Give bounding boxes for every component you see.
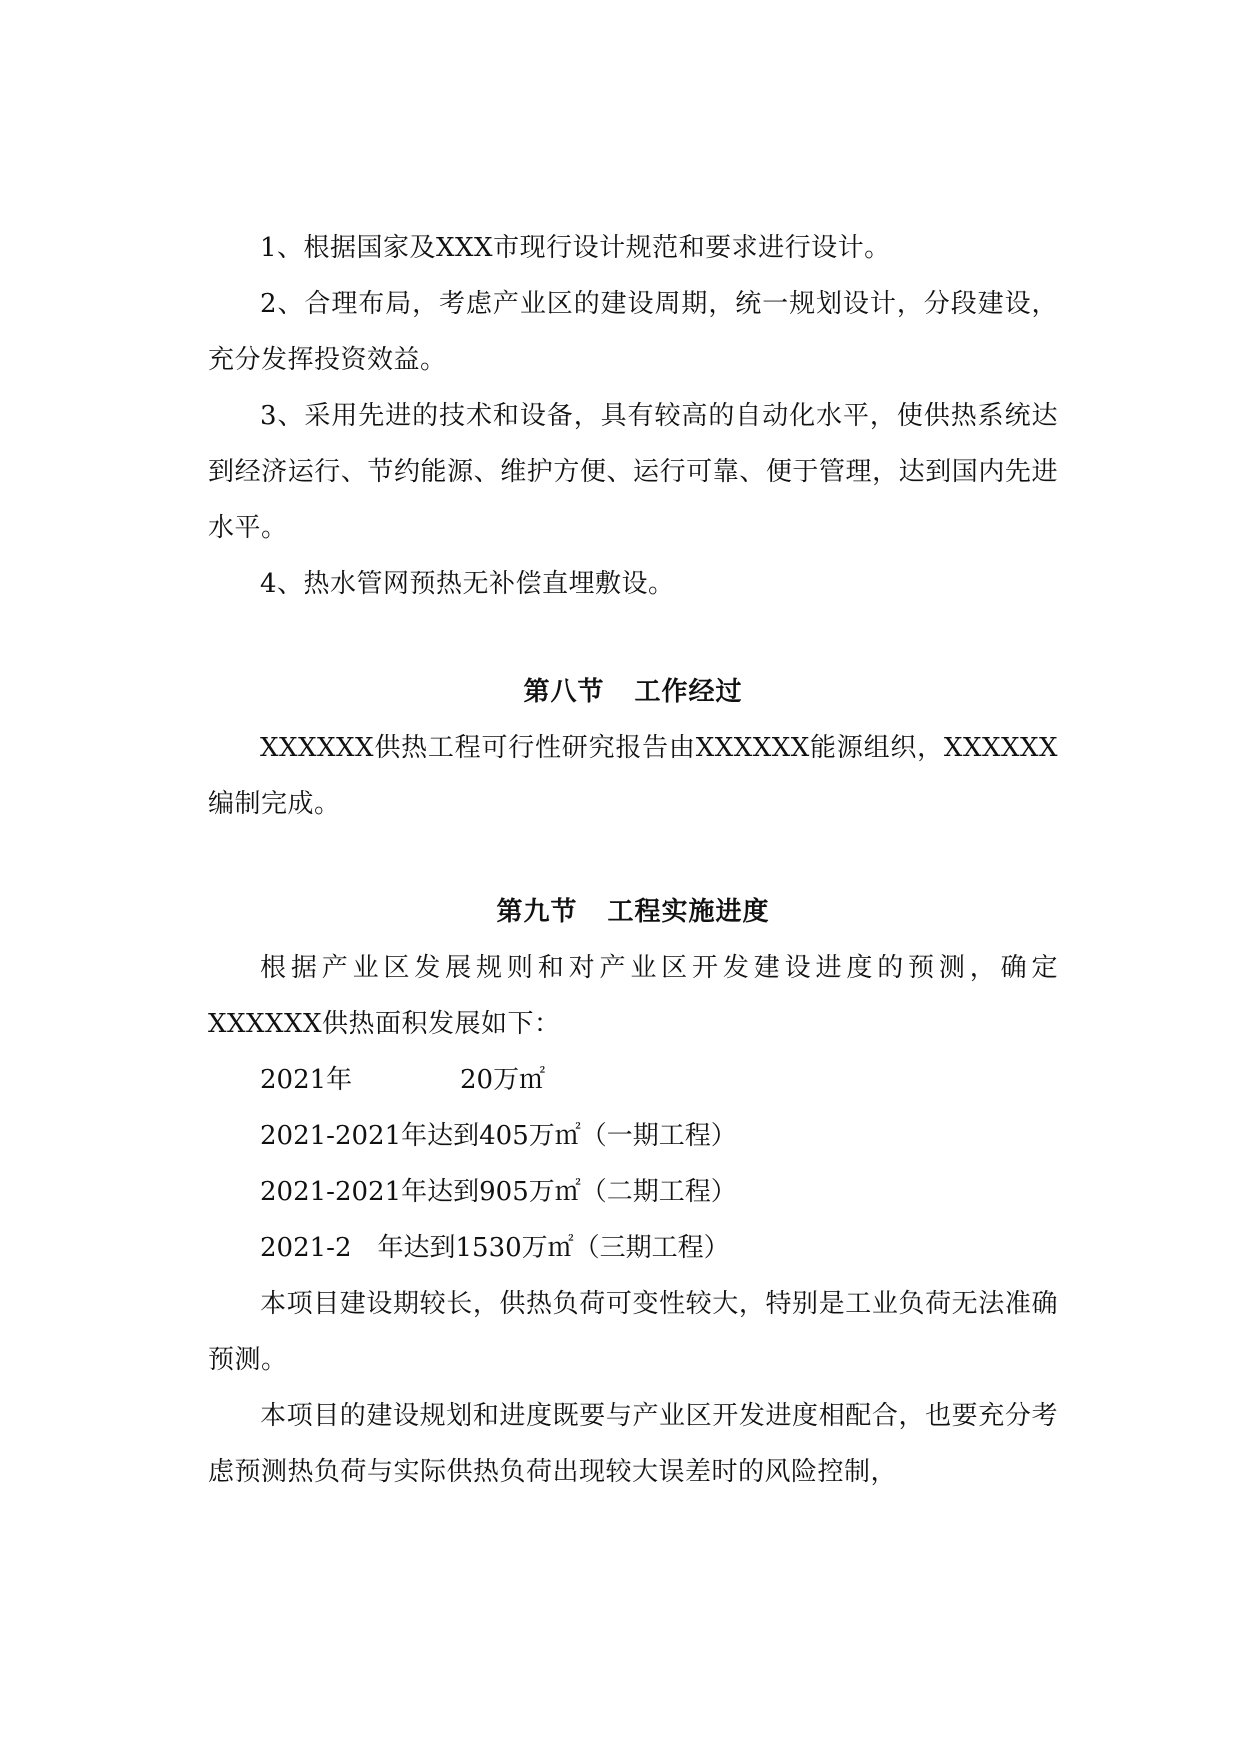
schedule-row-2	[208, 1108, 1058, 1164]
section-spacer	[208, 612, 1058, 664]
section-9-paragraph-1: 本项目建设期较长，供热负荷可变性较大，特别是工业负荷无法准确预测。	[208, 1289, 1058, 1375]
schedule-row-1	[208, 1052, 1058, 1108]
schedule-value: 20万㎡	[460, 1065, 546, 1095]
section-8-number: 第八节	[523, 677, 605, 707]
section-8-heading	[208, 664, 1058, 720]
document-content	[208, 220, 1058, 1500]
schedule-year: 2021-2021年达到405万㎡（一期工程）	[260, 1121, 737, 1151]
schedule-year: 2021-2 年达到1530万㎡（三期工程）	[260, 1233, 730, 1263]
principle-item-2: 2、合理布局，考虑产业区的建设周期，统一规划设计，分段建设，充分发挥投资效益。	[208, 289, 1058, 375]
schedule-row-4	[208, 1220, 1058, 1276]
schedule-year: 2021年	[260, 1065, 353, 1095]
schedule-year: 2021-2021年达到905万㎡（二期工程）	[260, 1177, 737, 1207]
section-9-intro: 根据产业区发展规则和对产业区开发建设进度的预测，确定XXXXXX供热面积发展如下：	[208, 953, 1058, 1039]
section-9-paragraph-2: 本项目的建设规划和进度既要与产业区开发进度相配合，也要充分考虑预测热负荷与实际供热负荷出现较大误差时的风险控制，	[208, 1401, 1058, 1487]
section-9-heading	[208, 884, 1058, 940]
schedule-row-3	[208, 1164, 1058, 1220]
principle-item-4: 4、热水管网预热无补偿直埋敷设。	[260, 569, 675, 599]
principle-item-1: 1、根据国家及XXX市现行设计规范和要求进行设计。	[260, 233, 891, 263]
section-9-number: 第九节	[496, 897, 578, 927]
section-spacer	[208, 832, 1058, 884]
section-9-title: 工程实施进度	[607, 897, 770, 927]
section-8-title: 工作经过	[634, 677, 743, 707]
principle-item-3: 3、采用先进的技术和设备，具有较高的自动化水平，使供热系统达到经济运行、节约能源、维护方便、运行可靠、便于管理，达到国内先进水平。	[208, 401, 1058, 543]
section-8-body: XXXXXX供热工程可行性研究报告由XXXXXX能源组织，XXXXXX编制完成。	[208, 733, 1058, 819]
